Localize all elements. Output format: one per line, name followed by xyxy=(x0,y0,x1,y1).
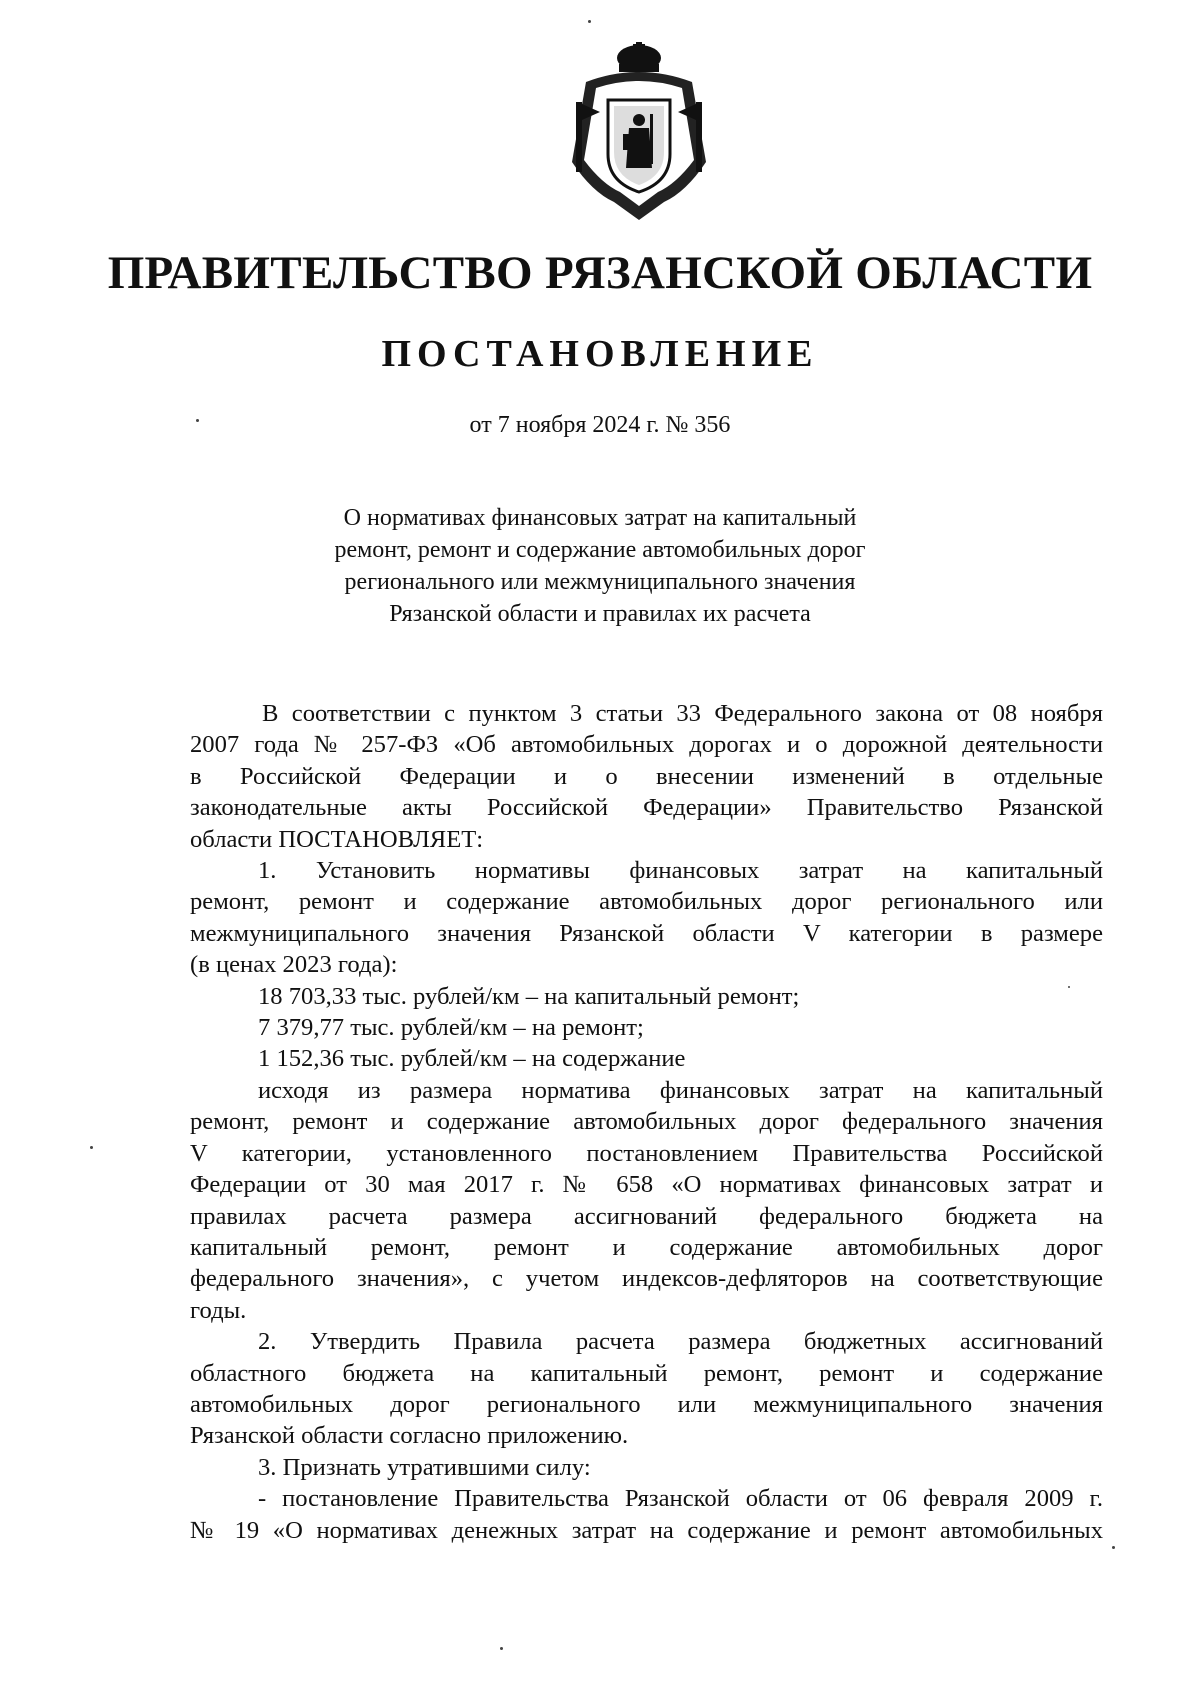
item3-line: 3. Признать утратившими силу: xyxy=(258,1453,591,1481)
basis-line: правилах расчета размера ассигнований федерального бюджета на xyxy=(190,1202,1103,1230)
norm-line: 1 152,36 тыс. рублей/км – на содержание xyxy=(258,1045,686,1073)
subject-line: О нормативах финансовых затрат на капитальный xyxy=(343,505,857,531)
item2-line: Рязанской области согласно приложению. xyxy=(190,1422,629,1450)
coat-of-arms-icon xyxy=(566,42,712,220)
document-type: ПОСТАНОВЛЕНИЕ xyxy=(381,333,819,375)
item1-line: межмуниципального значения Рязанской области V категории в размере xyxy=(190,919,1103,947)
scan-speck xyxy=(588,20,591,23)
document-body xyxy=(190,698,1103,1546)
subject-line: регионального или межмуниципального значения xyxy=(344,569,856,595)
basis-line: V категории, установленного постановлением Правительства Российской xyxy=(190,1139,1103,1167)
subject-line: ремонт, ремонт и содержание автомобильных дорог xyxy=(334,537,866,563)
scan-speck xyxy=(1068,986,1070,988)
item2-line: автомобильных дорог регионального или межмуниципального значения xyxy=(190,1390,1103,1418)
item1-line: ремонт, ремонт и содержание автомобильных дорог регионального или xyxy=(190,888,1103,916)
item1-line: (в ценах 2023 года): xyxy=(190,951,398,979)
preamble-line: в Российской Федерации и о внесении изменений в отдельные xyxy=(190,762,1103,790)
basis-line: федерального значения», с учетом индексов-дефляторов на соответствующие xyxy=(190,1265,1103,1293)
scan-speck xyxy=(196,419,199,422)
basis-line: годы. xyxy=(190,1296,247,1324)
document-date-number: от 7 ноября 2024 г. № 356 xyxy=(469,412,731,438)
preamble-line: В соответствии с пунктом 3 статьи 33 Федерального закона от 08 ноября xyxy=(262,700,1103,727)
basis-line: капитальный ремонт, ремонт и содержание автомобильных дорог xyxy=(190,1233,1103,1261)
item3-sub-line: № 19 «О нормативах денежных затрат на содержание и ремонт автомобильных xyxy=(190,1516,1103,1544)
item2-line: областного бюджета на капитальный ремонт, ремонт и содержание xyxy=(190,1359,1103,1387)
government-title: ПРАВИТЕЛЬСТВО РЯЗАНСКОЙ ОБЛАСТИ xyxy=(107,247,1093,299)
item2-line: 2. Утвердить Правила расчета размера бюджетных ассигнований xyxy=(258,1328,1103,1356)
scan-speck xyxy=(90,1146,93,1149)
subject-line: Рязанской области и правилах их расчета xyxy=(389,601,811,627)
item3-sub-line: - постановление Правительства Рязанской области от 06 февраля 2009 г. xyxy=(258,1485,1103,1513)
basis-line: ремонт, ремонт и содержание автомобильных дорог федерального значения xyxy=(190,1108,1103,1136)
basis-line: Федерации от 30 мая 2017 г. № 658 «О нормативах финансовых затрат и xyxy=(190,1171,1103,1199)
norm-line: 7 379,77 тыс. рублей/км – на ремонт; xyxy=(258,1014,644,1042)
norm-line: 18 703,33 тыс. рублей/км – на капитальный ремонт; xyxy=(258,982,800,1010)
preamble-line: области ПОСТАНОВЛЯЕТ: xyxy=(190,825,484,853)
scan-speck xyxy=(1112,1546,1115,1549)
item1-line: 1. Установить нормативы финансовых затрат на капитальный xyxy=(258,857,1103,885)
preamble-line: законодательные акты Российской Федерации» Правительство Рязанской xyxy=(190,794,1103,822)
basis-line: исходя из размера норматива финансовых затрат на капитальный xyxy=(258,1076,1103,1104)
document-subject xyxy=(300,502,900,630)
scan-speck xyxy=(500,1647,503,1650)
preamble-line: 2007 года № 257-ФЗ «Об автомобильных дорогах и о дорожной деятельности xyxy=(190,731,1103,759)
